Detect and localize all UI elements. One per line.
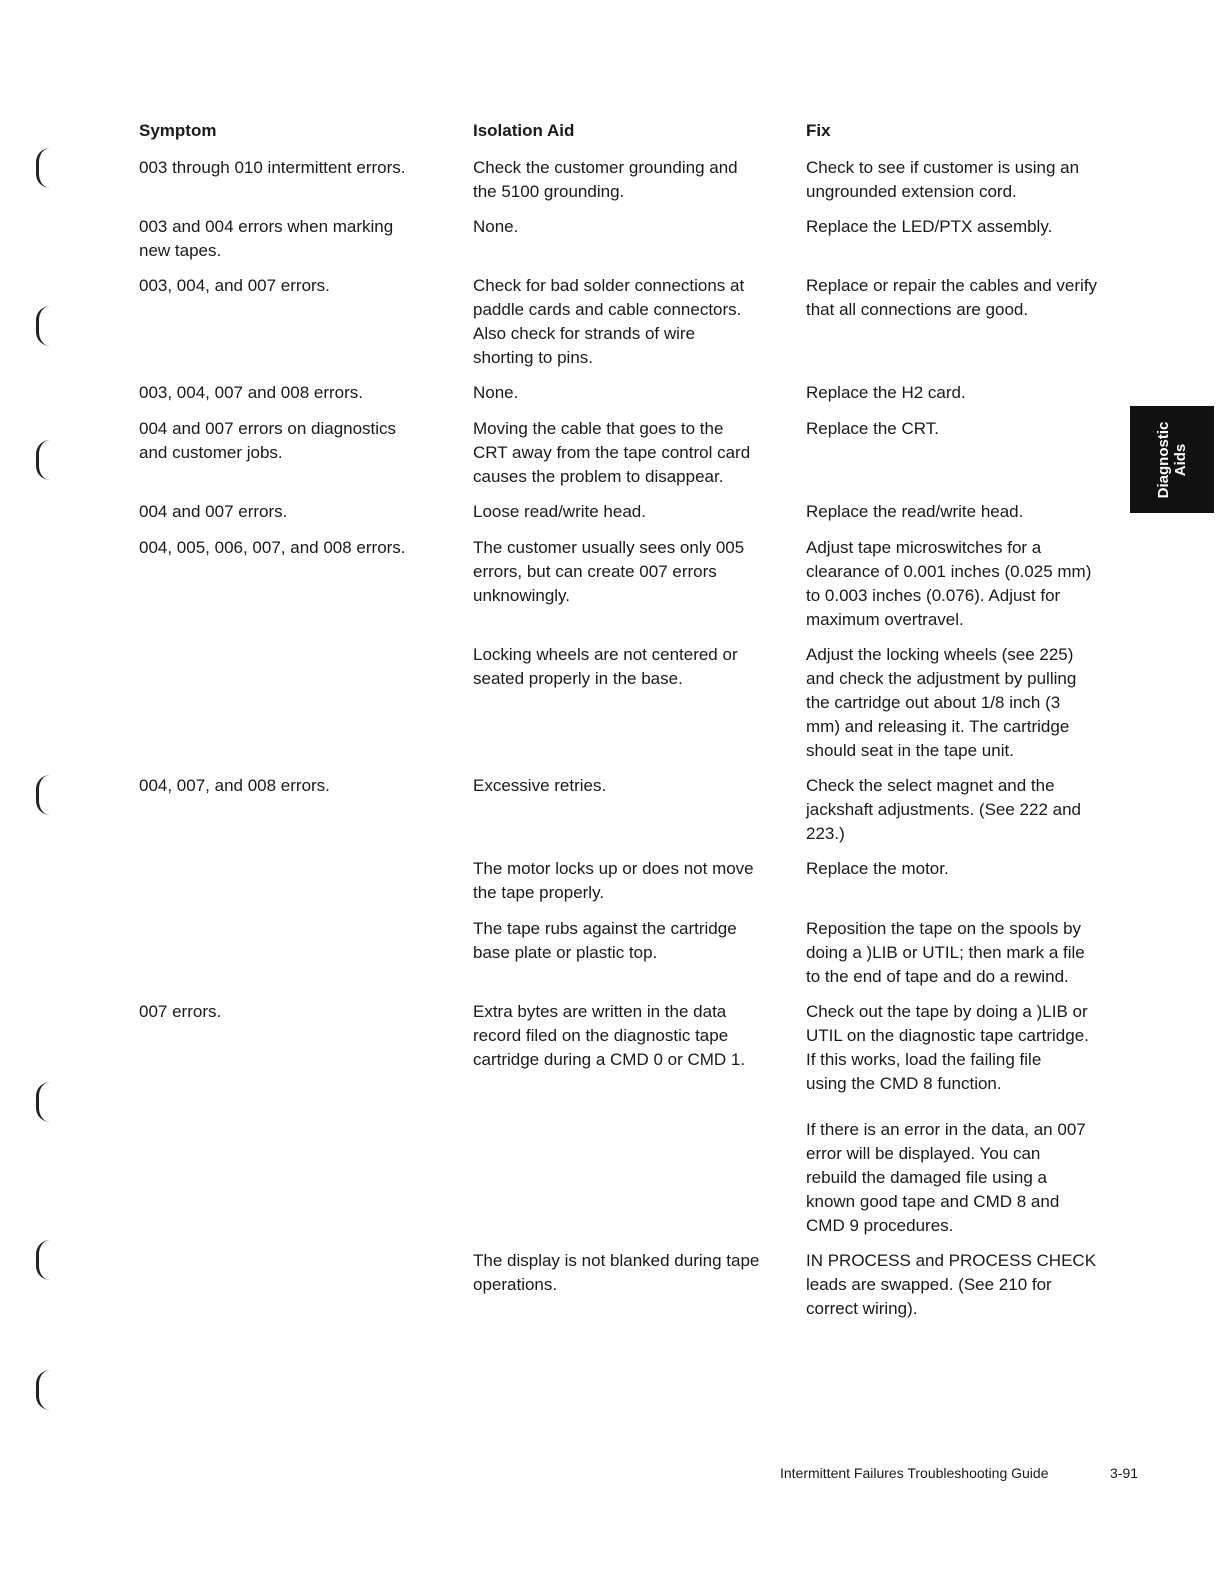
binder-hole-mark (36, 1370, 55, 1410)
cell-isolation-aid: None. (473, 217, 519, 236)
cell-symptom: 004 and 007 errors on diagnostics and customer jobs. (139, 419, 397, 462)
cell-fix: Check out the tape by doing a )LIB or UTIL on the diagnostic tape cartridge. If this works, load the failing file using the CMD 8 function. (806, 1002, 1089, 1093)
binder-hole-mark (36, 440, 55, 480)
binder-hole-mark (36, 1082, 55, 1122)
column-header-symptom: Symptom (139, 121, 217, 140)
footer-title: Intermittent Failures Troubleshooting Guide (780, 1465, 1049, 1481)
cell-isolation-aid: The motor locks up or does not move the tape properly. (473, 859, 754, 902)
cell-symptom: 003, 004, and 007 errors. (139, 276, 330, 295)
column-header-fix: Fix (806, 121, 831, 140)
cell-fix: Reposition the tape on the spools by doing a )LIB or UTIL; then mark a file to the end of tape and do a rewind. (806, 919, 1085, 986)
cell-fix: Check the select magnet and the jackshaft adjustments. (See 222 and 223.) (806, 776, 1081, 843)
cell-isolation-aid: Check for bad solder connections at paddle cards and cable connectors. Also check for strands of wire shorting to pins. (473, 276, 745, 367)
cell-fix: Replace the CRT. (806, 419, 939, 438)
cell-isolation-aid: Check the customer grounding and the 5100 grounding. (473, 158, 738, 201)
cell-isolation-aid: None. (473, 383, 519, 402)
cell-fix: Replace the motor. (806, 859, 949, 878)
binder-hole-mark (36, 306, 55, 346)
cell-isolation-aid: Moving the cable that goes to the CRT away from the tape control card causes the problem to disappear. (473, 419, 751, 486)
binder-hole-mark (36, 1240, 55, 1280)
section-tab-line2: Aids (1172, 443, 1189, 476)
cell-isolation-aid: The tape rubs against the cartridge base plate or plastic top. (473, 919, 737, 962)
cell-isolation-aid: Extra bytes are written in the data record filed on the diagnostic tape cartridge during a CMD 0 or CMD 1. (473, 1002, 746, 1069)
cell-symptom: 003 and 004 errors when marking new tapes. (139, 217, 394, 260)
cell-fix: Adjust tape microswitches for a clearance of 0.001 inches (0.025 mm) to 0.003 inches (0.076). Adjust for maximum overtravel. (806, 538, 1092, 629)
cell-isolation-aid: Loose read/write head. (473, 502, 646, 521)
cell-symptom: 003 through 010 intermittent errors. (139, 158, 406, 177)
cell-symptom: 004, 005, 006, 007, and 008 errors. (139, 538, 406, 557)
section-tab-label (1155, 421, 1189, 498)
cell-fix: Replace the LED/PTX assembly. (806, 217, 1053, 236)
section-tab-line1: Diagnostic (1155, 421, 1172, 498)
cell-symptom: 004 and 007 errors. (139, 502, 288, 521)
column-header-isolation-aid: Isolation Aid (473, 121, 575, 140)
cell-fix: If there is an error in the data, an 007 error will be displayed. You can rebuild the damaged file using a known good tape and CMD 8 and CMD 9 procedures. (806, 1120, 1086, 1235)
cell-isolation-aid: The customer usually sees only 005 errors, but can create 007 errors unknowingly. (473, 538, 745, 605)
binder-hole-mark (36, 775, 55, 815)
cell-isolation-aid: Excessive retries. (473, 776, 607, 795)
cell-isolation-aid: The display is not blanked during tape operations. (473, 1251, 760, 1294)
cell-symptom: 003, 004, 007 and 008 errors. (139, 383, 363, 402)
cell-fix: Replace the H2 card. (806, 383, 966, 402)
cell-symptom: 004, 007, and 008 errors. (139, 776, 330, 795)
cell-fix: IN PROCESS and PROCESS CHECK leads are swapped. (See 210 for correct wiring). (806, 1251, 1097, 1318)
binder-hole-mark (36, 148, 55, 188)
page-number: 3-91 (1110, 1465, 1139, 1481)
cell-fix: Replace or repair the cables and verify that all connections are good. (806, 276, 1098, 319)
cell-fix: Check to see if customer is using an ungrounded extension cord. (806, 158, 1080, 201)
section-tab (1130, 406, 1214, 513)
cell-isolation-aid: Locking wheels are not centered or seated properly in the base. (473, 645, 738, 688)
cell-fix: Replace the read/write head. (806, 502, 1024, 521)
cell-fix: Adjust the locking wheels (see 225) and check the adjustment by pulling the cartridge out about 1/8 inch (3 mm) and releasing it. The cartridge should seat in the tape unit. (806, 645, 1077, 760)
cell-symptom: 007 errors. (139, 1002, 222, 1021)
